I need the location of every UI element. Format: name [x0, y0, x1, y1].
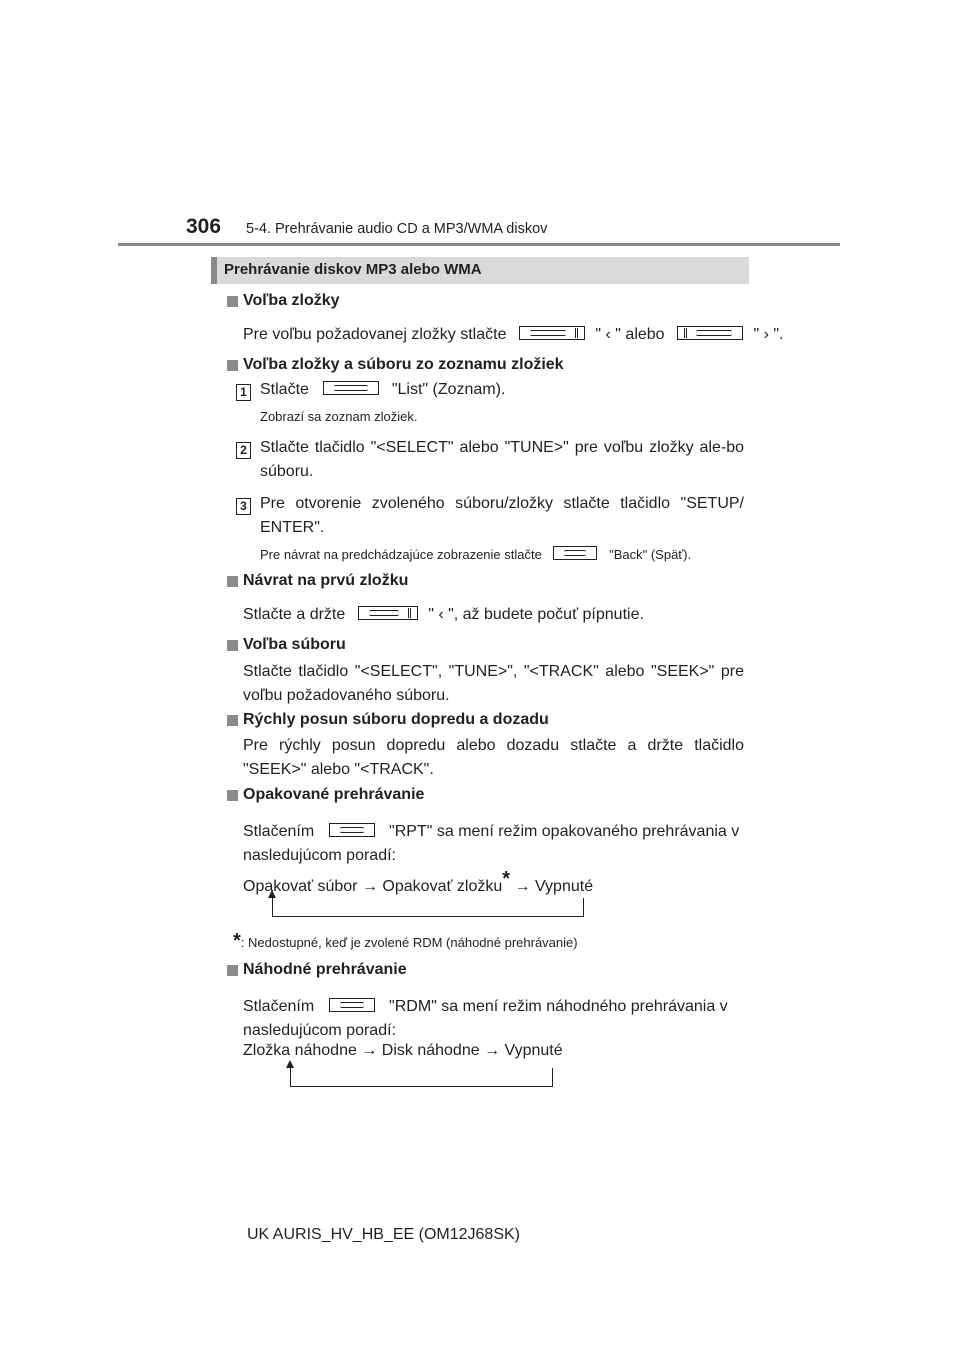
- square-bullet-icon: [227, 360, 238, 371]
- repeat-footnote: [233, 930, 578, 953]
- heading-first-folder: Návrat na prvú zložku: [243, 572, 409, 589]
- step2-text: Stlačte tlačidlo "<SELECT" alebo "TUNE>" pre voľbu zložky ale-bo súboru.: [260, 439, 744, 480]
- repeat-seq-2: Opakovať zložku: [382, 878, 503, 895]
- section-header: [211, 257, 749, 284]
- folder-select-text-c: " › ".: [753, 326, 784, 343]
- heading-repeat: Opakované prehrávanie: [243, 786, 425, 803]
- first-folder-text: [243, 606, 644, 624]
- random-text-b: "RDM" sa mení režim náhodného prehrávania v nasledujúcom poradí:: [243, 998, 728, 1039]
- random-seq-2: Disk náhodne: [381, 1042, 480, 1059]
- repeat-loop-arrow: [272, 898, 584, 917]
- repeat-seq-1: Opakovať súbor: [243, 878, 358, 895]
- random-loop-arrow: [290, 1068, 553, 1087]
- square-bullet-icon: [227, 296, 238, 307]
- folder-select-text-b: " ‹ " alebo: [595, 326, 665, 343]
- step-number-2: 2: [236, 442, 251, 459]
- repeat-text-b: "RPT" sa mení režim opakovaného prehrávania v nasledujúcom poradí:: [243, 823, 740, 864]
- asterisk: *: [502, 868, 511, 890]
- loop-arrowhead-icon: [268, 890, 276, 898]
- repeat-text: [243, 820, 744, 868]
- rpt-button-icon: [329, 823, 375, 837]
- footer-code: UK AURIS_HV_HB_EE (OM12J68SK): [247, 1226, 520, 1243]
- arrow-right-icon: →: [361, 1042, 378, 1059]
- square-bullet-icon: [227, 640, 238, 651]
- section-header-bar: [211, 257, 217, 284]
- square-bullet-icon: [227, 965, 238, 976]
- random-seq-1: Zložka náhodne: [243, 1042, 357, 1059]
- list-button-icon: [323, 381, 379, 395]
- step1-text: [260, 381, 505, 399]
- section-title: Prehrávanie diskov MP3 alebo WMA: [224, 261, 482, 278]
- heading-folder-select: Voľba zložky: [243, 292, 340, 309]
- folder-select-text: [243, 326, 784, 344]
- back-button-icon: [553, 546, 597, 560]
- square-bullet-icon: [227, 576, 238, 587]
- back-note-a: Pre návrat na predchádzajúce zobrazenie stlačte: [260, 547, 542, 562]
- step1-text-b: "List" (Zoznam).: [391, 381, 506, 398]
- header-rule: [118, 243, 840, 246]
- step1-text-a: Stlačte: [260, 381, 309, 398]
- step1-note: Zobrazí sa zoznam zložiek.: [260, 409, 418, 424]
- step-number-1: 1: [236, 384, 251, 401]
- repeat-text-a: Stlačením: [243, 823, 315, 840]
- arrow-right-icon: →: [361, 878, 378, 895]
- random-sequence: [243, 1042, 563, 1060]
- square-bullet-icon: [227, 790, 238, 801]
- left-button-icon: [358, 606, 418, 620]
- step3-text: Pre otvorenie zvoleného súboru/zložky stlačte tlačidlo "SETUP/ ENTER".: [260, 495, 744, 536]
- square-bullet-icon: [227, 715, 238, 726]
- heading-file-select: Voľba súboru: [243, 636, 346, 653]
- heading-list-select: Voľba zložky a súboru zo zoznamu zložiek: [243, 356, 564, 373]
- arrow-right-icon: →: [514, 878, 531, 895]
- footnote-text: : Nedostupné, keď je zvolené RDM (náhodné prehrávanie): [240, 935, 578, 950]
- right-button-icon: [677, 326, 743, 340]
- rdm-button-icon: [329, 998, 375, 1012]
- repeat-sequence: [243, 868, 593, 896]
- fast-seek-text: Pre rýchly posun dopredu alebo dozadu stlačte a držte tlačidlo "SEEK>" alebo "<TRACK".: [243, 737, 744, 778]
- folder-select-text-a: Pre voľbu požadovanej zložky stlačte: [243, 326, 507, 343]
- random-seq-3: Vypnuté: [504, 1042, 563, 1059]
- footnote-asterisk: *: [233, 930, 241, 952]
- back-note-b: "Back" (Späť).: [609, 547, 692, 562]
- heading-fast-seek: Rýchly posun súboru dopredu a dozadu: [243, 711, 549, 728]
- file-select-text: Stlačte tlačidlo "<SELECT", "TUNE>", "<TRACK" alebo "SEEK>" pre voľbu požadovaného súboru.: [243, 663, 744, 704]
- random-text: [243, 995, 744, 1043]
- repeat-seq-3: Vypnuté: [534, 878, 594, 895]
- step-number-3: 3: [236, 498, 251, 515]
- loop-arrowhead-icon: [286, 1060, 294, 1068]
- first-folder-text-b: " ‹ ", až budete počuť pípnutie.: [428, 606, 644, 623]
- page-number: 306: [186, 215, 222, 238]
- left-button-icon: [519, 326, 585, 340]
- random-text-a: Stlačením: [243, 998, 315, 1015]
- back-note: [260, 546, 691, 562]
- arrow-right-icon: →: [484, 1042, 501, 1059]
- heading-random: Náhodné prehrávanie: [243, 961, 407, 978]
- first-folder-text-a: Stlačte a držte: [243, 606, 346, 623]
- chapter-title: 5-4. Prehrávanie audio CD a MP3/WMA diskov: [246, 221, 548, 237]
